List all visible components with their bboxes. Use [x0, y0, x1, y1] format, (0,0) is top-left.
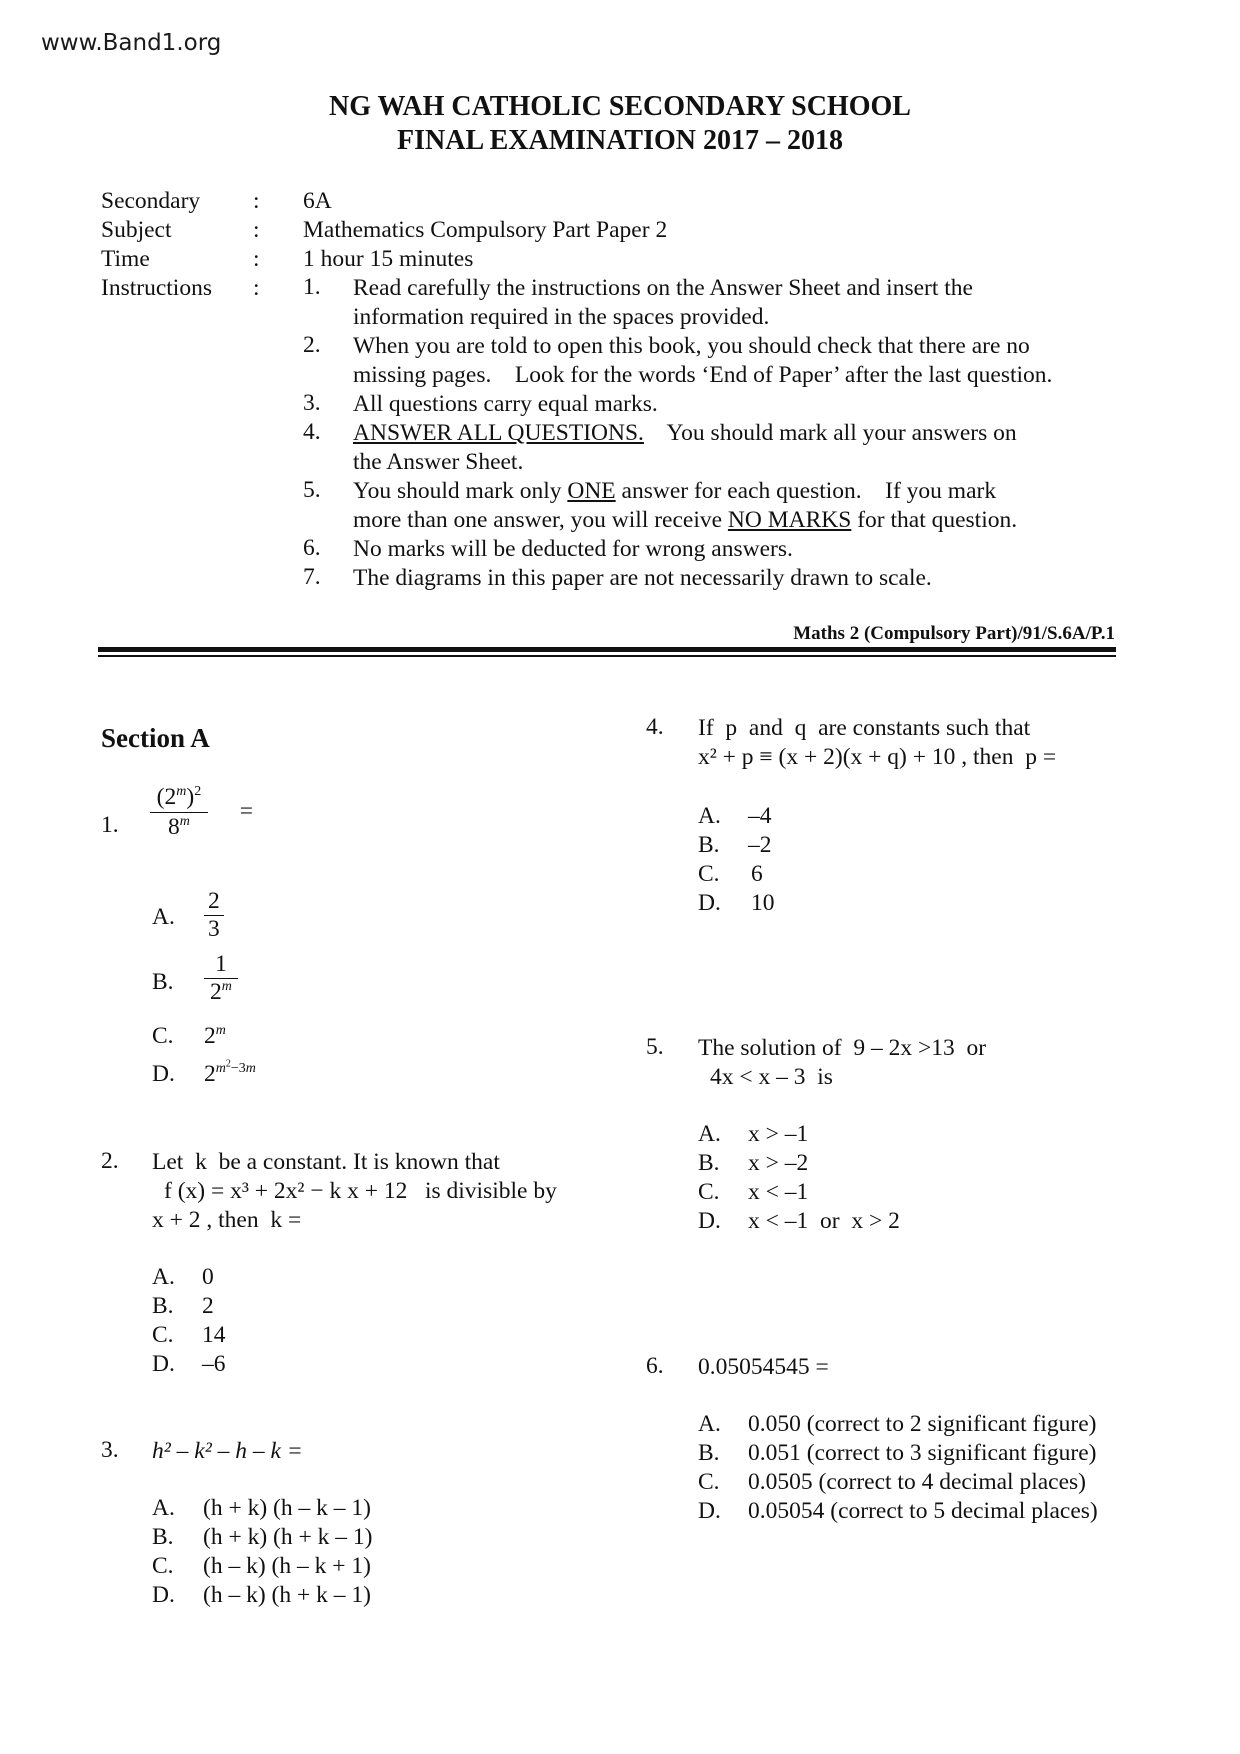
option-letter[interactable]: A.: [698, 803, 721, 829]
option-letter[interactable]: A.: [152, 904, 175, 930]
option-letter[interactable]: C.: [152, 1553, 174, 1579]
meta-label-secondary: Secondary: [101, 188, 201, 214]
instruction-line: information required in the spaces provided.: [353, 304, 770, 330]
meta-colon: :: [253, 188, 260, 214]
meta-label-instructions: Instructions: [101, 275, 212, 301]
instruction-number: 7.: [303, 564, 321, 590]
question-number: 6.: [646, 1353, 664, 1379]
option-value: $\frac{1}{2^m}$: [204, 951, 238, 1006]
option-value: 0.051 (correct to 3 significant figure): [748, 1440, 1097, 1466]
instruction-item: No marks will be deducted for wrong answers.: [353, 536, 793, 562]
option-letter[interactable]: C.: [698, 861, 720, 887]
question-stem: h² – k² – h – k =: [152, 1438, 303, 1464]
option-value: (h – k) (h – k + 1): [203, 1553, 371, 1579]
meta-value-subject: Mathematics Compulsory Part Paper 2: [303, 217, 668, 243]
option-letter[interactable]: A.: [152, 1495, 175, 1521]
paper-code: Maths 2 (Compulsory Part)/91/S.6A/P.1: [793, 623, 1115, 644]
fraction: $\frac{(2^m)^2}{8^m}$: [150, 783, 208, 842]
option-value: x > –2: [748, 1150, 809, 1176]
instruction-text: You should mark all your answers on: [643, 420, 1017, 446]
section-title: Section A: [101, 723, 210, 753]
question-number: 1.: [101, 812, 119, 838]
instruction-item: [353, 274, 1113, 332]
option-value: $\frac{2}{3}$: [204, 888, 224, 943]
option-letter[interactable]: A.: [698, 1121, 721, 1147]
instruction-number: 4.: [303, 419, 321, 445]
question-stem-line: f (x) = x³ + 2x² − k x + 12 is divisible by: [164, 1178, 557, 1204]
meta-colon: :: [253, 246, 260, 272]
option-value: 2$^m$: [204, 1023, 226, 1049]
option-letter[interactable]: A.: [698, 1411, 721, 1437]
option-value: 0.05054 (correct to 5 decimal places): [748, 1498, 1098, 1524]
instruction-text: for that question.: [851, 507, 1018, 533]
instruction-item: [353, 332, 1113, 390]
emphasis-underlined: NO MARKS: [727, 507, 852, 533]
option-letter[interactable]: D.: [698, 890, 721, 916]
question-number: 5.: [646, 1034, 664, 1060]
meta-label-subject: Subject: [101, 217, 172, 243]
option-value: $2^{m^2-3m}$: [204, 1058, 256, 1087]
option-letter[interactable]: C.: [152, 1322, 174, 1348]
option-value: (h + k) (h – k – 1): [203, 1495, 371, 1521]
instruction-number: 2.: [303, 332, 321, 358]
question-stem-line: If p and q are constants such that: [698, 715, 1031, 741]
meta-colon: :: [253, 275, 260, 301]
instruction-line: When you are told to open this book, you should check that there are no: [353, 333, 1030, 359]
option-letter[interactable]: B.: [152, 969, 174, 995]
option-letter[interactable]: B.: [152, 1293, 174, 1319]
question-stem-line: Let k be a constant. It is known that: [152, 1149, 500, 1175]
question-stem-line: x + 2 , then k =: [152, 1207, 302, 1233]
option-value: x > –1: [748, 1121, 809, 1147]
option-value: –4: [748, 803, 772, 829]
instruction-number: 6.: [303, 535, 321, 561]
question-number: 2.: [101, 1148, 119, 1174]
option-value: 10: [751, 890, 775, 916]
option-value: –2: [748, 832, 772, 858]
option-value: 0: [202, 1264, 214, 1290]
question-stem-line: 4x < x – 3 is: [710, 1064, 833, 1090]
question-number: 3.: [101, 1437, 119, 1463]
instruction-item: [353, 477, 1113, 535]
option-value: 6: [751, 861, 763, 887]
question-stem-line: x² + p ≡ (x + 2)(x + q) + 10 , then p =: [698, 744, 1057, 770]
emphasis-underlined: ANSWER ALL QUESTIONS.: [353, 420, 644, 446]
school-name: NG WAH CATHOLIC SECONDARY SCHOOL: [329, 91, 911, 122]
question-stem: 0.05054545 =: [698, 1354, 829, 1380]
meta-value-secondary: 6A: [303, 188, 332, 214]
option-value: 0.0505 (correct to 4 decimal places): [748, 1469, 1086, 1495]
instruction-line: the Answer Sheet.: [353, 449, 524, 475]
option-letter[interactable]: D.: [152, 1351, 175, 1377]
option-letter[interactable]: C.: [698, 1469, 720, 1495]
option-value: x < –1: [748, 1179, 809, 1205]
option-letter[interactable]: D.: [152, 1582, 175, 1608]
instruction-number: 5.: [303, 477, 321, 503]
instruction-number: 1.: [303, 274, 321, 300]
question-stem: $\frac{(2^m)^2}{8^m}$ =: [150, 783, 253, 842]
option-letter[interactable]: D.: [152, 1061, 175, 1087]
instruction-item: [353, 419, 1113, 477]
option-letter[interactable]: A.: [152, 1264, 175, 1290]
meta-value-time: 1 hour 15 minutes: [303, 246, 474, 272]
option-value: (h – k) (h + k – 1): [203, 1582, 371, 1608]
instruction-text: answer for each question. If you mark: [615, 478, 997, 504]
instruction-item: The diagrams in this paper are not necessarily drawn to scale.: [353, 565, 932, 591]
option-letter[interactable]: D.: [698, 1208, 721, 1234]
instruction-item: All questions carry equal marks.: [353, 391, 658, 417]
divider-thin: [98, 655, 1116, 657]
option-letter[interactable]: B.: [698, 1150, 720, 1176]
option-value: 0.050 (correct to 2 significant figure): [748, 1411, 1097, 1437]
option-letter[interactable]: C.: [698, 1179, 720, 1205]
instruction-line: Read carefully the instructions on the Answer Sheet and insert the: [353, 275, 973, 301]
option-letter[interactable]: B.: [698, 1440, 720, 1466]
emphasis-underlined: ONE: [567, 478, 616, 504]
option-value: 14: [202, 1322, 226, 1348]
option-letter[interactable]: B.: [698, 832, 720, 858]
watermark-url: www.Band1.org: [41, 30, 222, 56]
instruction-line: missing pages. Look for the words ‘End of Paper’ after the last question.: [353, 362, 1053, 388]
option-value: x < –1 or x > 2: [748, 1208, 900, 1234]
option-letter[interactable]: C.: [152, 1023, 174, 1049]
option-value: 2: [202, 1293, 214, 1319]
instruction-text: You should mark only: [353, 478, 568, 504]
exam-title: FINAL EXAMINATION 2017 – 2018: [397, 125, 843, 156]
option-letter[interactable]: D.: [698, 1498, 721, 1524]
option-value: (h + k) (h + k – 1): [203, 1524, 373, 1550]
divider-thick: [98, 647, 1116, 652]
option-letter[interactable]: B.: [152, 1524, 174, 1550]
meta-colon: :: [253, 217, 260, 243]
instruction-number: 3.: [303, 390, 321, 416]
meta-label-time: Time: [101, 246, 150, 272]
question-stem-line: The solution of 9 – 2x >13 or: [698, 1035, 987, 1061]
option-value: –6: [202, 1351, 226, 1377]
instruction-text: more than one answer, you will receive: [353, 507, 728, 533]
question-number: 4.: [646, 714, 664, 740]
